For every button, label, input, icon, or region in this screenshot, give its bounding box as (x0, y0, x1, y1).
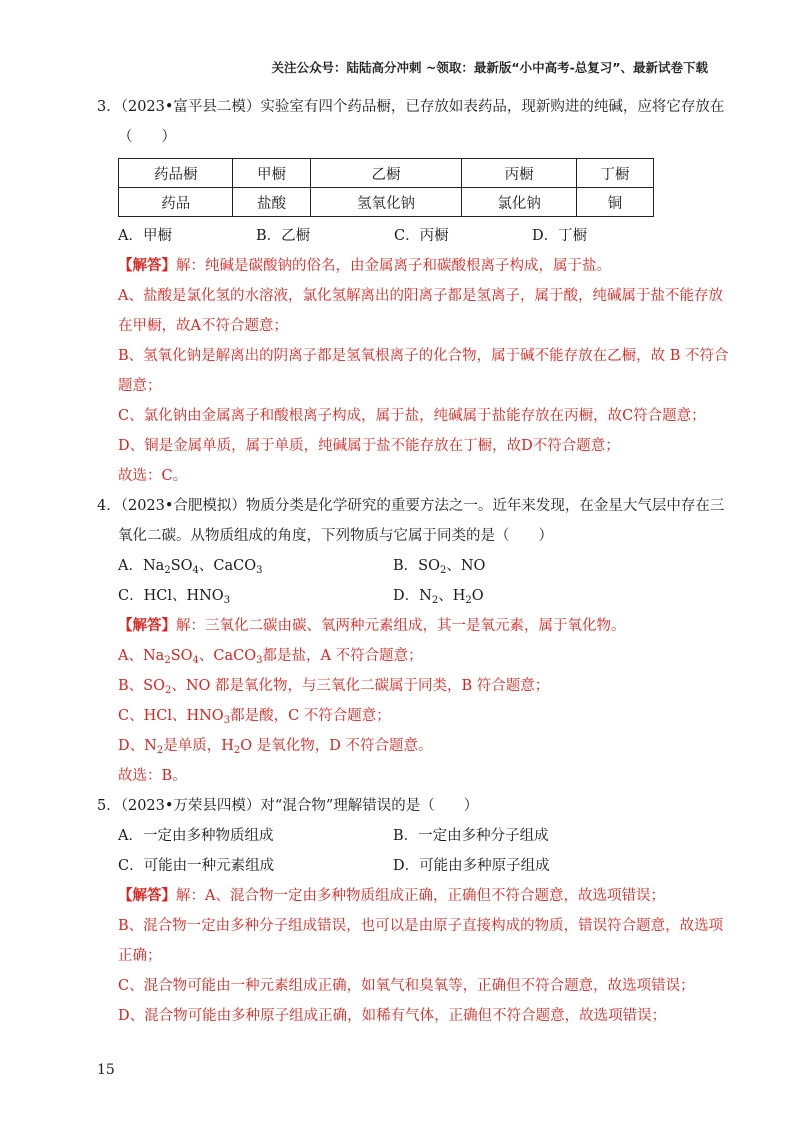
q5-answer-line: 正确； (118, 948, 162, 964)
subscript: 3 (223, 715, 231, 726)
answer-text: 解：A、混合物一定由多种物质组成正确，正确但不符合题意，故选项错误； (176, 888, 665, 904)
table-cell: 药品橱 (119, 159, 233, 188)
table-cell: 乙橱 (310, 159, 462, 188)
q5-option-c: C．可能由一种元素组成 (118, 858, 275, 874)
formula-text: 、NO (446, 558, 486, 574)
q4-options-row1 (118, 551, 718, 581)
formula-text: B、SO (118, 678, 165, 694)
q4-answer-a (118, 641, 718, 671)
answer-text: 都是盐，A 不符合题意； (262, 648, 423, 664)
q3-stem-line1: 3．（2023•富平县二模）实验室有四个药品橱，已存放如表药品，现新购进的纯碱，应将它存放在 (97, 99, 725, 115)
answer-text: 解：纯碱是碳酸钠的俗名，由金属离子和碳酸根离子构成，属于盐。 (176, 258, 611, 274)
answer-tag: 【解答】 (118, 257, 176, 274)
q5-options-row1 (118, 821, 718, 851)
subscript: 3 (256, 565, 263, 576)
q4-options-row2 (118, 581, 718, 611)
q4-option-c (118, 581, 393, 611)
subscript: 2 (164, 685, 172, 696)
q3-answer-line: B、氢氧化钠是解离出的阴离子都是氢氧根离子的化合物，属于碱不能存放在乙橱，故 B 不符合 (118, 348, 729, 364)
subscript: 4 (192, 565, 199, 576)
q5-answer-line (118, 881, 718, 911)
q3-stem-line2: （ ） (118, 129, 176, 145)
answer-text: 是单质，H (163, 738, 234, 754)
page-number: 15 (97, 1062, 115, 1078)
formula-text: 、CaCO (198, 648, 257, 664)
formula-text: C．HCl、HNO (118, 588, 224, 604)
q5-option-a: A．一定由多种物质组成 (118, 828, 274, 844)
formula-text: 、H (438, 588, 466, 604)
answer-text: 、NO 都是氧化物，与三氧化二碳属于同类，B 符合题意； (171, 678, 550, 694)
subscript: 4 (192, 655, 199, 666)
q3-answer-line: 在甲橱，故A不符合题意； (118, 318, 288, 334)
formula-text: SO (170, 648, 193, 664)
table-cell: 甲橱 (233, 159, 310, 188)
formula-text: SO (170, 558, 193, 574)
table-cell: 盐酸 (233, 188, 310, 217)
answer-tag: 【解答】 (118, 617, 176, 634)
q5-answer-line: B、混合物一定由多种分子组成错误，也可以是由原子直接构成的物质，错误符合题意，故选项 (118, 918, 724, 934)
q4-option-b (393, 551, 668, 581)
subscript: 3 (223, 595, 231, 606)
q5-option-b: B．一定由多种分子组成 (393, 828, 549, 844)
q5-stem: 5．（2023•万荣县四模）对“混合物”理解错误的是（ ） (97, 798, 479, 814)
document-body (0, 92, 800, 1031)
q4-answer-d (118, 731, 718, 761)
q5-answer-line: D、混合物可能由多种原子组成正确，如稀有气体，正确但不符合题意，故选项错误； (118, 1008, 667, 1024)
answer-tag: 【解答】 (118, 887, 176, 904)
subscript: 2 (156, 745, 164, 756)
q3-option-a: A．甲橱 (118, 228, 172, 244)
formula-text: D、N (118, 738, 157, 754)
formula-text: O (471, 588, 484, 604)
formula-text: A．Na (118, 558, 165, 574)
formula-text: A、Na (118, 648, 165, 664)
formula-text: D．N (393, 588, 432, 604)
table-cell: 氯化钠 (462, 188, 576, 217)
answer-text: 都是酸，C 不符合题意； (230, 708, 391, 724)
table-cell: 丙橱 (462, 159, 576, 188)
q3-answer-line: D、铜是金属单质，属于单质，纯碱属于盐不能存放在丁橱，故D不符合题意； (118, 438, 620, 454)
q3-option-c: C．丙橱 (394, 228, 449, 244)
q3-table (118, 158, 654, 217)
q3-option-b: B．乙橱 (256, 228, 311, 244)
q3-options (118, 221, 718, 251)
subscript: 2 (164, 565, 171, 576)
page-header: 关注公众号：陆陆高分冲刺 ~领取：最新版“小中高考-总复习”、最新试卷下载 (271, 60, 708, 75)
table-cell: 药品 (119, 188, 233, 217)
q5-answer-line: C、混合物可能由一种元素组成正确，如氧气和臭氧等，正确但不符合题意，故选项错误； (118, 978, 695, 994)
table-cell: 丁橱 (576, 159, 653, 188)
table-cell: 氢氧化钠 (310, 188, 462, 217)
q3-answer-line: 故选：C。 (118, 468, 188, 484)
q3-answer-line (118, 251, 718, 281)
q3-answer-line: A、盐酸是氯化氢的水溶液，氯化氢解离出的阳离子都是氢离子，属于酸，纯碱属于盐不能存放 (118, 288, 723, 304)
table-row (119, 159, 654, 188)
q4-option-d (393, 581, 668, 611)
table-row (119, 188, 654, 217)
subscript: 2 (465, 595, 472, 606)
subscript: 2 (233, 745, 241, 756)
q4-answer-b (118, 671, 718, 701)
q4-answer-final: 故选：B。 (118, 768, 187, 784)
q3-option-d: D．丁橱 (532, 228, 588, 244)
formula-text: 、CaCO (198, 558, 257, 574)
q4-stem-line1: 4．（2023•合肥模拟）物质分类是化学研究的重要方法之一。近年来发现，在金星大气层中存在三 (97, 498, 725, 514)
answer-text: O 是氧化物，D 不符合题意。 (240, 738, 433, 754)
subscript: 2 (431, 595, 439, 606)
q4-option-a (118, 551, 393, 581)
formula-text: B．SO (393, 558, 440, 574)
subscript: 2 (439, 565, 447, 576)
q4-stem-line2: 氧化二碳。从物质组成的角度，下列物质与它属于同类的是（ ） (118, 528, 553, 544)
subscript: 2 (164, 655, 171, 666)
q3-answer-line: 题意； (118, 378, 162, 394)
subscript: 3 (256, 655, 263, 666)
q5-options-row2 (118, 851, 718, 881)
table-cell: 铜 (576, 188, 653, 217)
q4-answer-c (118, 701, 718, 731)
q4-answer-line (118, 611, 718, 641)
answer-text: 解：三氧化二碳由碳、氧两种元素组成，其一是氧元素，属于氧化物。 (176, 618, 626, 634)
formula-text: C、HCl、HNO (118, 708, 224, 724)
q5-option-d: D．可能由多种原子组成 (393, 858, 550, 874)
q3-answer-line: C、氯化钠由金属离子和酸根离子构成，属于盐，纯碱属于盐能存放在丙橱，故C符合题意； (118, 408, 706, 424)
